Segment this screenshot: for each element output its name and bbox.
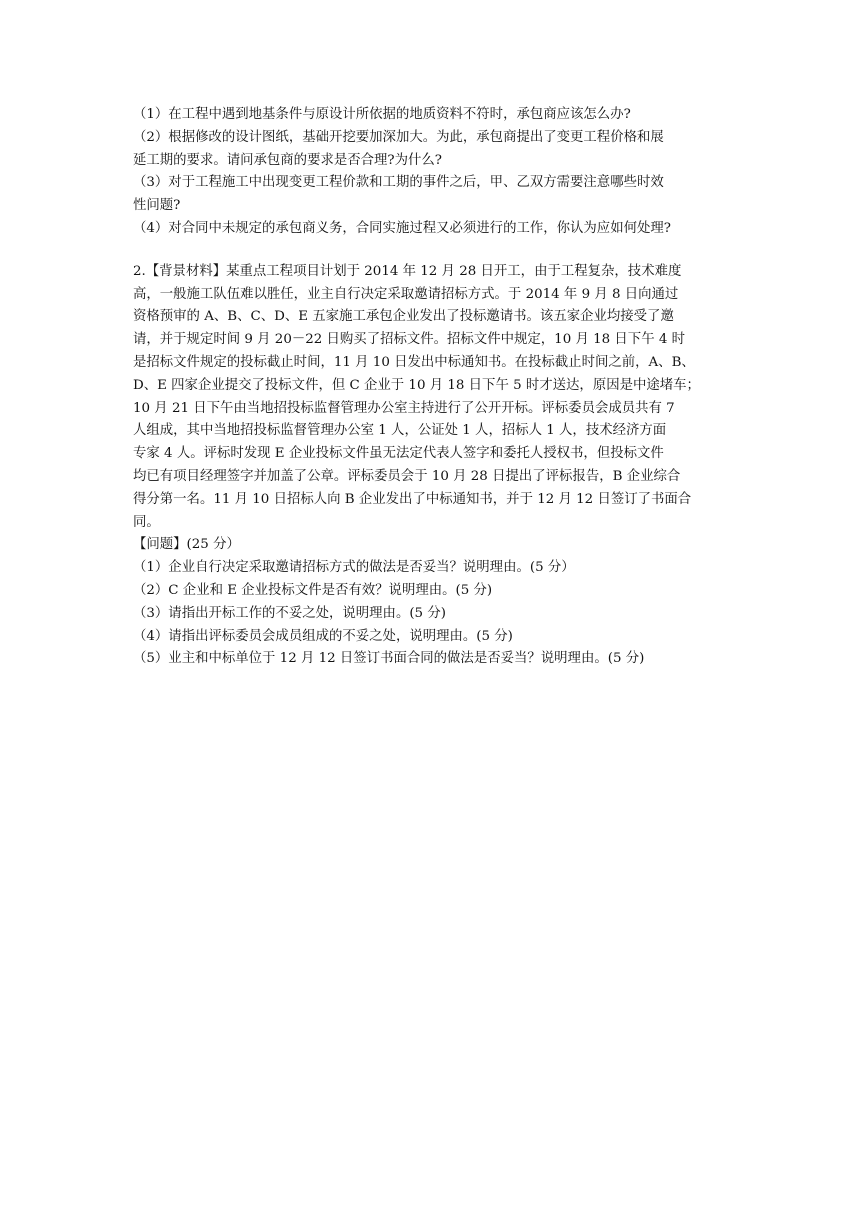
question-2-1: （1）企业自行决定采取邀请招标方式的做法是否妥当？说明理由。(5 分） [133,560,575,576]
problem-heading: 【问题】(25 分） [133,537,240,553]
question-2-3: （3）请指出开标工作的不妥之处，说明理由。(5 分) [133,605,446,621]
section-gap [133,241,745,261]
background-line-1: 2.【背景材料】某重点工程项目计划于 2014 年 12 月 28 日开工，由于工程复杂，技术难度 [133,263,682,279]
section-1-questions [133,104,745,241]
background-line-8: 人组成，其中当地招投标监督管理办公室 1 人，公证处 1 人，招标人 1 人，技术经济方面 [133,423,667,439]
background-line-9: 专家 4 人。评标时发现 E 企业投标文件虽无法定代表人签字和委托人授权书，但投标文件 [133,446,664,462]
background-line-4: 请，并于规定时间 9 月 20－22 日购买了招标文件。招标文件中规定，10 月 18 日下午 4 时 [133,332,686,348]
background-line-10: 均已有项目经理签字并加盖了公章。评标委员会于 10 月 28 日提出了评标报告，B 企业综合 [133,468,681,484]
background-line-2: 高，一般施工队伍难以胜任，业主自行决定采取邀请招标方式。于 2014 年 9 月 8 日向通过 [133,286,679,302]
question-2-2: （2）C 企业和 E 企业投标文件是否有效？说明理由。(5 分) [133,582,493,598]
question-1-2-line-2: 延工期的要求。请问承包商的要求是否合理?为什么? [133,152,442,168]
question-1-1: （1）在工程中遇到地基条件与原设计所依据的地质资料不符时，承包商应该怎么办? [133,107,631,122]
question-1-3-line-2: 性问题? [133,198,181,214]
background-line-5: 是招标文件规定的投标截止时间，11 月 10 日发出中标通知书。在投标截止时间之前，A、B、 [133,354,695,370]
background-line-7: 10 月 21 日下午由当地招投标监督管理办公室主持进行了公开开标。评标委员会成员共有 7 [133,400,675,416]
background-line-3: 资格预审的 A、B、C、D、E 五家施工承包企业发出了投标邀请书。该五家企业均接受了邀 [133,309,674,325]
section-2-questions [133,557,745,671]
background-line-11: 得分第一名。11 月 10 日招标人向 B 企业发出了中标通知书，并于 12 月 12 日签订了书面合 [133,491,692,507]
question-1-2-line-1: （2）根据修改的设计图纸，基础开挖要加深加大。为此，承包商提出了变更工程价格和展 [133,129,664,145]
question-2-4: （4）请指出评标委员会成员组成的不妥之处，说明理由。(5 分) [133,628,513,644]
section-2-background [133,261,745,535]
document-page [133,104,745,671]
question-1-3-line-1: （3）对于工程施工中出现变更工程价款和工期的事件之后，甲、乙双方需要注意哪些时效 [133,175,664,191]
question-1-4: （4）对合同中未规定的承包商义务，合同实施过程又必须进行的工作，你认为应如何处理? [133,220,671,236]
question-2-5: （5）业主和中标单位于 12 月 12 日签订书面合同的做法是否妥当？说明理由。(5 分) [133,651,645,667]
background-line-12: 同。 [133,514,160,530]
background-line-6: D、E 四家企业提交了投标文件，但 C 企业于 10 月 18 日下午 5 时才送达，原因是中途堵车； [133,377,700,393]
